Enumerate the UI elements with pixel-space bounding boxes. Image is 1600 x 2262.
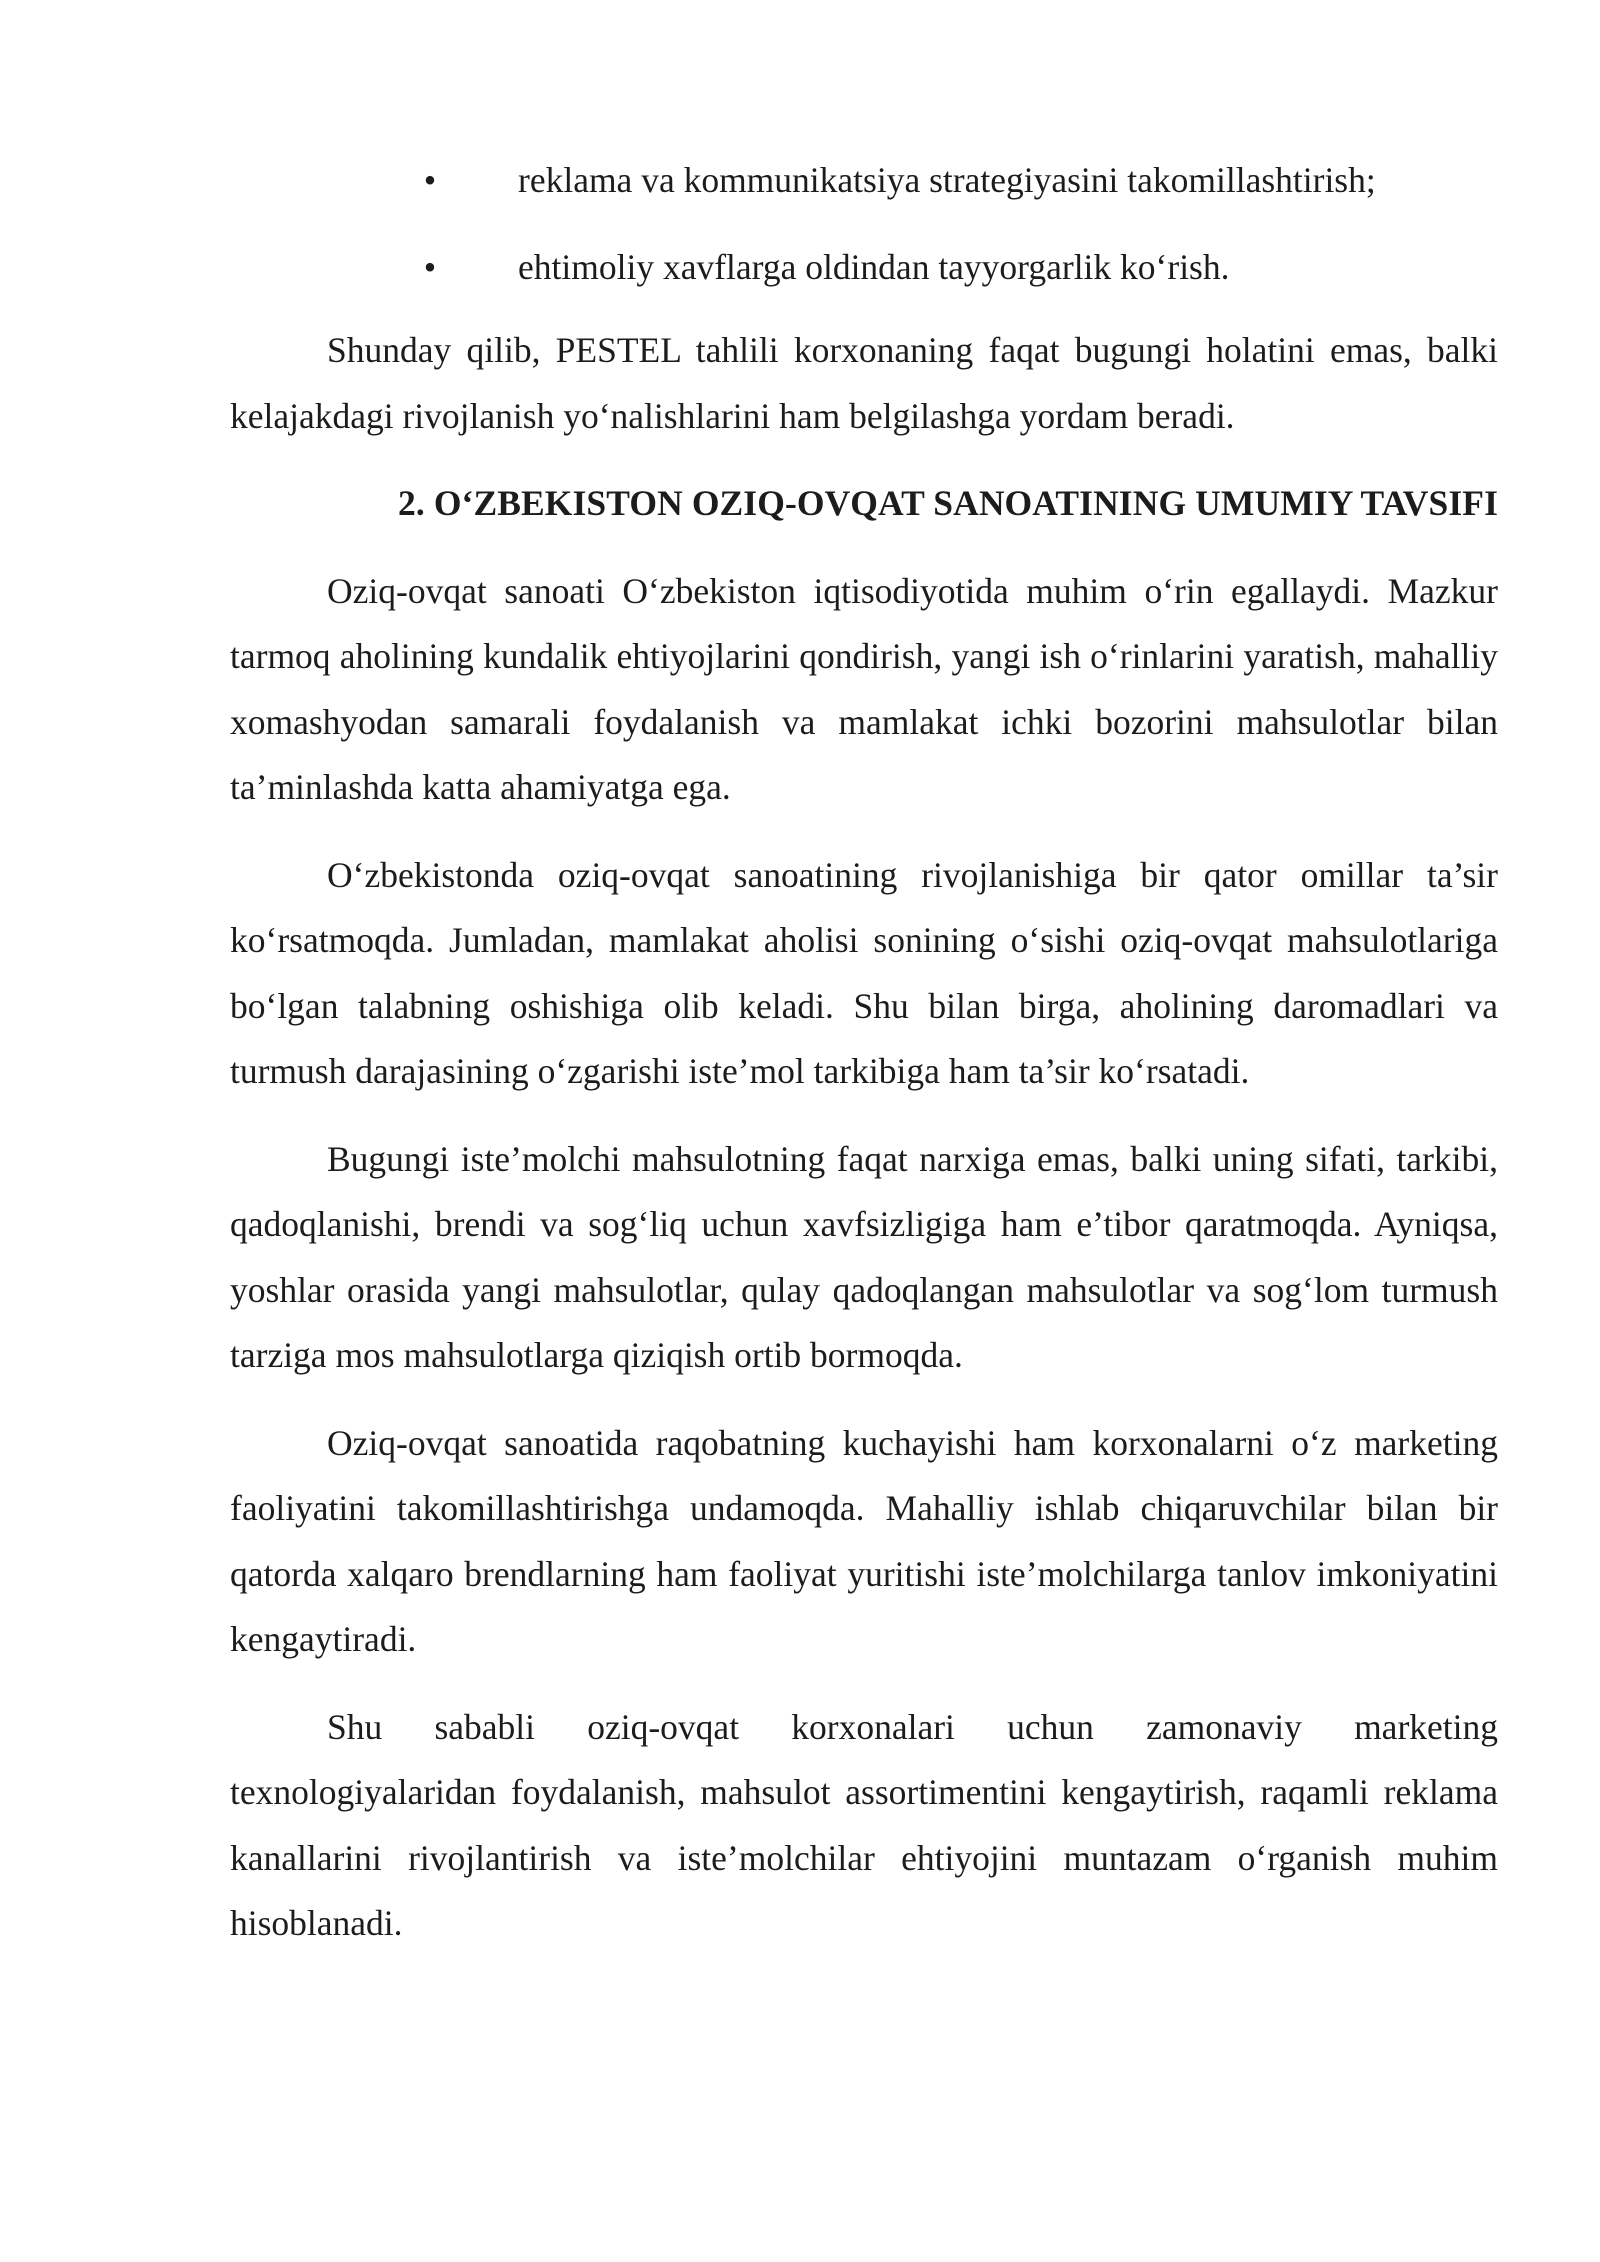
paragraph-competition: Oziq-ovqat sanoatida raqobatning kuchayishi ham korxonalarni o‘z marketing faoliyatini takomillashtirishga undamoqda. Mahalliy ishlab chiqaruvchilar bilan bir qatorda xalqaro brendlarning ham faoliyat yuritishi iste’molchilarga tanlov imkoniyatini kengaytiradi.: [230, 1422, 1498, 1659]
bullet-item: [230, 235, 1498, 301]
document-body: [230, 148, 1498, 1979]
paragraph-factors: O‘zbekistonda oziq-ovqat sanoatining rivojlanishiga bir qator omillar ta’sir ko‘rsatmoqda. Jumladan, mamlakat aholisi sonining o‘sishi oziq-ovqat mahsulotlariga bo‘lgan talabning oshishiga olib keladi. Shu bilan birga, aholining daromadlari va turmush darajasining o‘zgarishi iste’mol tarkibiga ham ta’sir ko‘rsatadi.: [230, 854, 1498, 1091]
bullet-list: [230, 148, 1498, 300]
bullet-icon: •: [423, 160, 437, 200]
section-heading: 2. O‘ZBEKISTON OZIQ-OVQAT SANOATINING UMUMIY TAVSIFI: [398, 483, 1498, 523]
paragraph-conclusion: Shunday qilib, PESTEL tahlili korxonaning faqat bugungi holatini emas, balki kelajakdagi rivojlanish yo‘nalishlarini ham belgilashga yordam beradi.: [230, 330, 1498, 436]
bullet-text: ehtimoliy xavflarga oldindan tayyorgarlik ko‘rish.: [518, 246, 1230, 287]
bullet-item: [230, 148, 1498, 214]
paragraph-intro: Oziq-ovqat sanoati O‘zbekiston iqtisodiyotida muhim o‘rin egallaydi. Mazkur tarmoq aholining kundalik ehtiyojlarini qondirish, yangi ish o‘rinlarini yaratish, mahalliy xomashyodan samarali foydalanish va mamlakat ichki bozorini mahsulotlar bilan ta’minlashda katta ahamiyatga ega.: [230, 570, 1498, 807]
paragraph-marketing: Shu sababli oziq-ovqat korxonalari uchun zamonaviy marketing texnologiyalaridan foydalanish, mahsulot assortimentini kengaytirish, raqamli reklama kanallarini rivojlantirish va iste’molchilar ehtiyojini muntazam o‘rganish muhim hisoblanadi.: [230, 1706, 1498, 1943]
bullet-text: reklama va kommunikatsiya strategiyasini takomillashtirish;: [518, 160, 1376, 200]
bullet-icon: •: [423, 246, 437, 287]
paragraph-consumer: Bugungi iste’molchi mahsulotning faqat narxiga emas, balki uning sifati, tarkibi, qadoqlanishi, brendi va sog‘liq uchun xavfsizligiga ham e’tibor qaratmoqda. Ayniqsa, yoshlar orasida yangi mahsulotlar, qulay qadoqlangan mahsulotlar va sog‘lom turmush tarziga mos mahsulotlarga qiziqish ortib bormoqda.: [230, 1138, 1498, 1375]
